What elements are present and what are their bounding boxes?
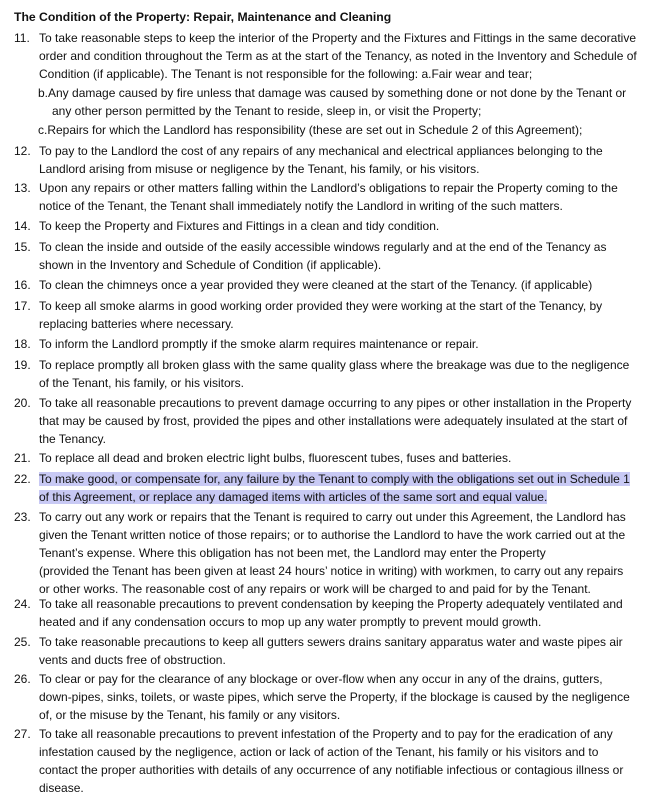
- clause-number: 19.: [14, 358, 31, 372]
- clause-text: To take all reasonable precautions to prevent infestation of the Property and to pay for the eradication of any infestation caused by the negligence, action or lack of action of the Tenant, his family or his visitors and to contact the proper authorities with details of any occurrence of any notifiable infectious or contagious illness or disease.: [39, 727, 624, 795]
- clause-text: To clear or pay for the clearance of any blockage or over-flow when any occur in any of the drains, gutters, down-pipes, sinks, toilets, or waste pipes, which serve the Property, if the blockage is caused by the negligence of, or the misuse by the Tenant, his family or any visitors.: [39, 672, 630, 722]
- clause-number: 26.: [14, 672, 31, 686]
- clause-number: 13.: [14, 181, 31, 195]
- clause-number: 22.: [14, 472, 31, 486]
- clause-number: 15.: [14, 240, 31, 254]
- sub-clause-line-2: any other person permitted by the Tenant to reside, sleep in, or visit the Property;: [52, 104, 482, 118]
- clause-text: To take all reasonable precautions to prevent damage occurring to any pipes or other installation in the Property that may be caused by frost, provided the pipes and other installations were adequately insulated at the start of the Tenancy.: [39, 396, 632, 446]
- clause-text: [39, 508, 637, 598]
- clause-number: 12.: [14, 144, 31, 158]
- clause-number: 18.: [14, 337, 31, 351]
- clause-text-part-2: (provided the Tenant has been given at least 24 hours’ notice in writing) with workmen, to carry out any repairs or other works. The reasonable cost of any repairs or work will be charged to and paid for by the Tenant.: [39, 564, 624, 596]
- section-heading: The Condition of the Property: Repair, Maintenance and Cleaning: [14, 10, 392, 24]
- clause-text: To replace promptly all broken glass with the same quality glass where the breakage was due to the negligence of the Tenant, his family, or his visitors.: [39, 358, 630, 390]
- clause-text: To keep all smoke alarms in good working order provided they were working at the start of the Tenancy, by replacing batteries where necessary.: [39, 299, 603, 331]
- clause-number: 16.: [14, 278, 31, 292]
- sub-clause-line-1: b.Any damage caused by fire unless that damage was caused by something done or not done by the Tenant or: [38, 86, 627, 100]
- clause-number: 25.: [14, 635, 31, 649]
- sub-clause-text: [38, 84, 636, 120]
- sub-clause-text: c.Repairs for which the Landlord has responsibility (these are set out in Schedule 2 of this Agreement);: [38, 123, 583, 137]
- clause-text: Upon any repairs or other matters falling within the Landlord’s obligations to repair the Property coming to the notice of the Tenant, the Tenant shall immediately notify the Landlord in writing of the such matters.: [39, 181, 618, 213]
- clause-number: 24.: [14, 597, 31, 611]
- clause-number: 21.: [14, 451, 31, 465]
- clause-text: To clean the chimneys once a year provided they were cleaned at the start of the Tenancy. (if applicable): [39, 278, 593, 292]
- clause-text-part-1: To carry out any work or repairs that the Tenant is required to carry out under this Agreement, the Landlord has given the Tenant written notice of those repairs; or to authorise the Landlord to have the work carried out at the Tenant’s expense. Where this obligation has not been met, the Landlord may enter the Property: [39, 510, 626, 560]
- clause-number: 23.: [14, 510, 31, 524]
- selection-highlight[interactable]: To make good, or compensate for, any failure by the Tenant to comply with the obligations set out in Schedule 1 of this Agreement, or replace any damaged items with articles of the same sort and equal value.: [39, 472, 630, 504]
- clause-text: To pay to the Landlord the cost of any repairs of any mechanical and electrical appliances belonging to the Landlord arising from misuse or negligence by the Tenant, his family, or his visitors.: [39, 144, 603, 176]
- clause-text: To clean the inside and outside of the easily accessible windows regularly and at the end of the Tenancy as shown in the Inventory and Schedule of Condition (if applicable).: [39, 240, 607, 272]
- clause-number: 11.: [14, 31, 30, 45]
- clause-number: 14.: [14, 219, 31, 233]
- clause-text: To take reasonable steps to keep the interior of the Property and the Fixtures and Fittings in the same decorative order and condition throughout the Term as at the start of the Tenancy, as noted in the Inventory and Schedule of Condition (if applicable). The Tenant is not responsible for the following: a.Fair wear and tear;: [39, 31, 637, 81]
- clause-number: 27.: [14, 727, 31, 741]
- clause-text: To inform the Landlord promptly if the smoke alarm requires maintenance or repair.: [39, 337, 479, 351]
- clause-number: 17.: [14, 299, 31, 313]
- clause-text: To take all reasonable precautions to prevent condensation by keeping the Property adequately ventilated and heated and if any condensation occurs to mop up any water promptly to prevent mould growth.: [39, 597, 623, 629]
- clause-text: To take reasonable precautions to keep all gutters sewers drains sanitary apparatus water and waste pipes air vents and ducts free of obstruction.: [39, 635, 623, 667]
- clause-text: To replace all dead and broken electric light bulbs, fluorescent tubes, fuses and batteries.: [39, 451, 512, 465]
- clause-text: To keep the Property and Fixtures and Fittings in a clean and tidy condition.: [39, 219, 440, 233]
- clause-text-selected[interactable]: [39, 470, 637, 506]
- clause-number: 20.: [14, 396, 31, 410]
